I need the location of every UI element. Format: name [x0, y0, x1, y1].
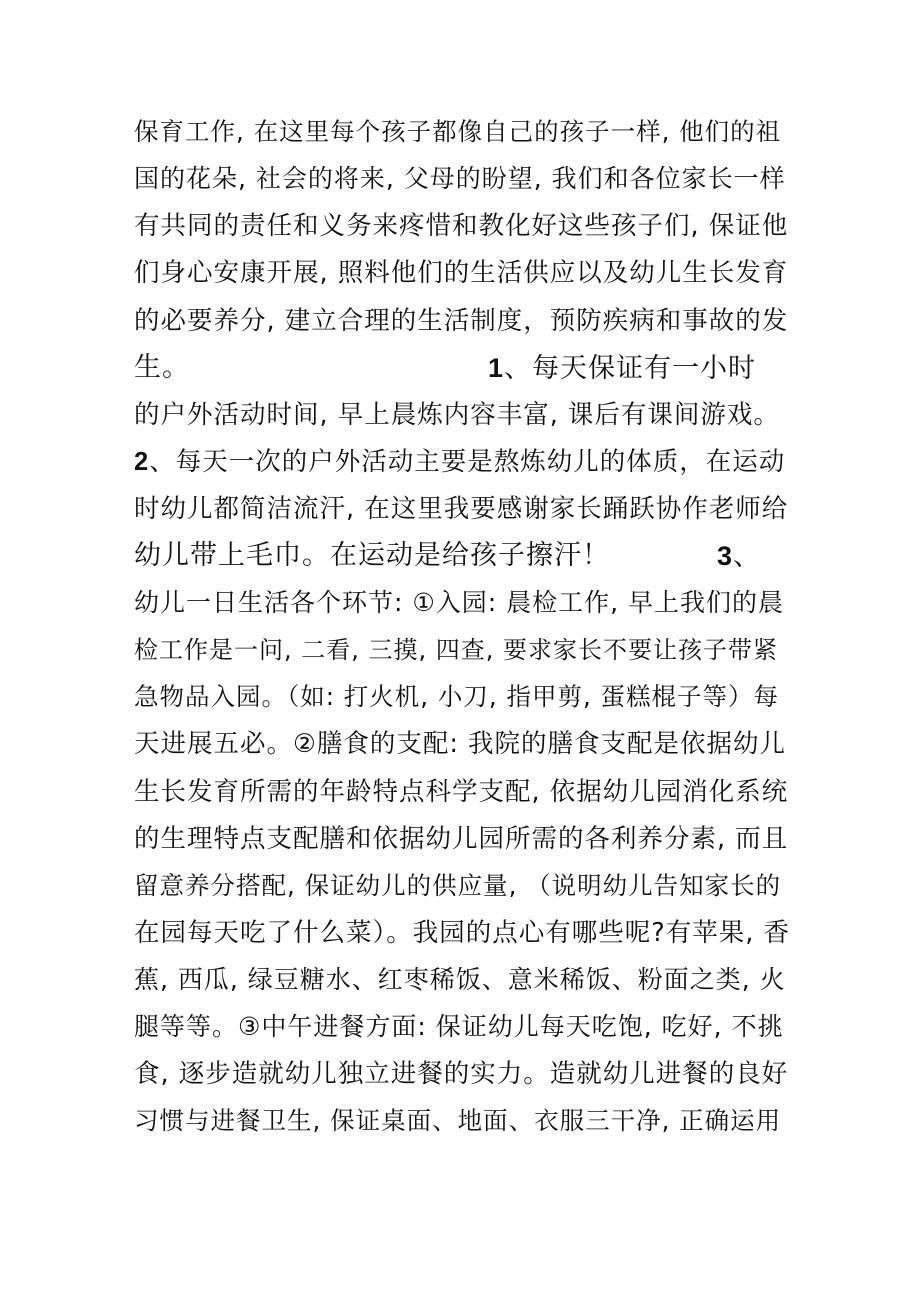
text-line: 保育工作, 在这里每个孩子都像自己的孩子一样, 他们的祖 — [134, 117, 782, 146]
text-line: 们身心安康开展, 照料他们的生活供应以及幼儿生长发育 — [134, 258, 789, 288]
text-line: 食, 逐步造就幼儿独立进餐的实力。造就幼儿进餐的良好 — [134, 1059, 789, 1089]
text-line: 检工作是一问, 二看, 三摸, 四查, 要求家长不要让孩子带紧 — [134, 636, 779, 664]
text-line: 留意养分搭配, 保证幼儿的供应量, （说明幼儿告知家长的 — [134, 871, 782, 900]
item-number: 2 — [134, 448, 150, 476]
text-line: 时幼儿都简洁流汗, 在这里我要感谢家长踊跃协作老师给 — [134, 494, 789, 524]
item-text: 、 — [733, 541, 762, 572]
item-text: 、每天一次的户外活动主要是熬炼幼儿的体质，在运动 — [149, 447, 786, 477]
list-item-3 — [717, 532, 761, 581]
text-line: 天进展五必。②膳食的支配: 我院的膳食支配是依据幼儿 — [134, 729, 787, 759]
item-number: 3 — [717, 541, 734, 571]
text-line: 腿等等。③中午进餐方面: 保证幼儿每天吃饱, 吃好, 不挑 — [134, 1012, 784, 1041]
text-line: 急物品入园。（如: 打火机, 小刀, 指甲剪, 蛋糕棍子等）每 — [134, 682, 780, 711]
text-line: 幼儿一日生活各个环节: ①入园: 晨检工作, 早上我们的晨 — [134, 588, 785, 617]
text-line: 的必要养分, 建立合理的生活制度，预防疾病和事故的发 — [134, 306, 789, 336]
text-line: 习惯与进餐卫生, 保证桌面、地面、衣服三干净, 正确运用 — [134, 1106, 782, 1135]
item-number: 1 — [488, 353, 505, 383]
text-line-with-item-3 — [134, 532, 774, 580]
text-line: 国的花朵, 社会的将来, 父母的盼望, 我们和各位家长一样 — [134, 164, 786, 193]
text-segment: 幼儿带上毛巾。在运动是给孩子擦汗！ — [134, 540, 610, 571]
text-line-with-item-1 — [134, 344, 774, 392]
text-line: 的生理特点支配膳和依据幼儿园所需的各利养分素, 而且 — [134, 824, 789, 854]
list-item-1 — [488, 344, 756, 393]
text-segment: 生。 — [134, 352, 190, 383]
text-line: 有共同的责任和义务来疼惜和教化好这些孩子们, 保证他 — [134, 211, 789, 241]
text-line: 蕉, 西瓜, 绿豆糖水、红枣稀饭、意米稀饭、粉面之类, 火 — [134, 965, 786, 994]
text-line: 在园每天吃了什么菜）。我园的点心有哪些呢?有苹果, 香 — [134, 918, 790, 948]
text-line-with-item-2 — [134, 438, 785, 486]
item-text: 、每天保证有一小时 — [504, 353, 757, 384]
text-line: 生长发育所需的年龄特点科学支配, 依据幼儿园消化系统 — [134, 777, 789, 807]
text-line: 的户外活动时间, 早上晨炼内容丰富, 课后有课间游戏。 — [134, 400, 780, 430]
